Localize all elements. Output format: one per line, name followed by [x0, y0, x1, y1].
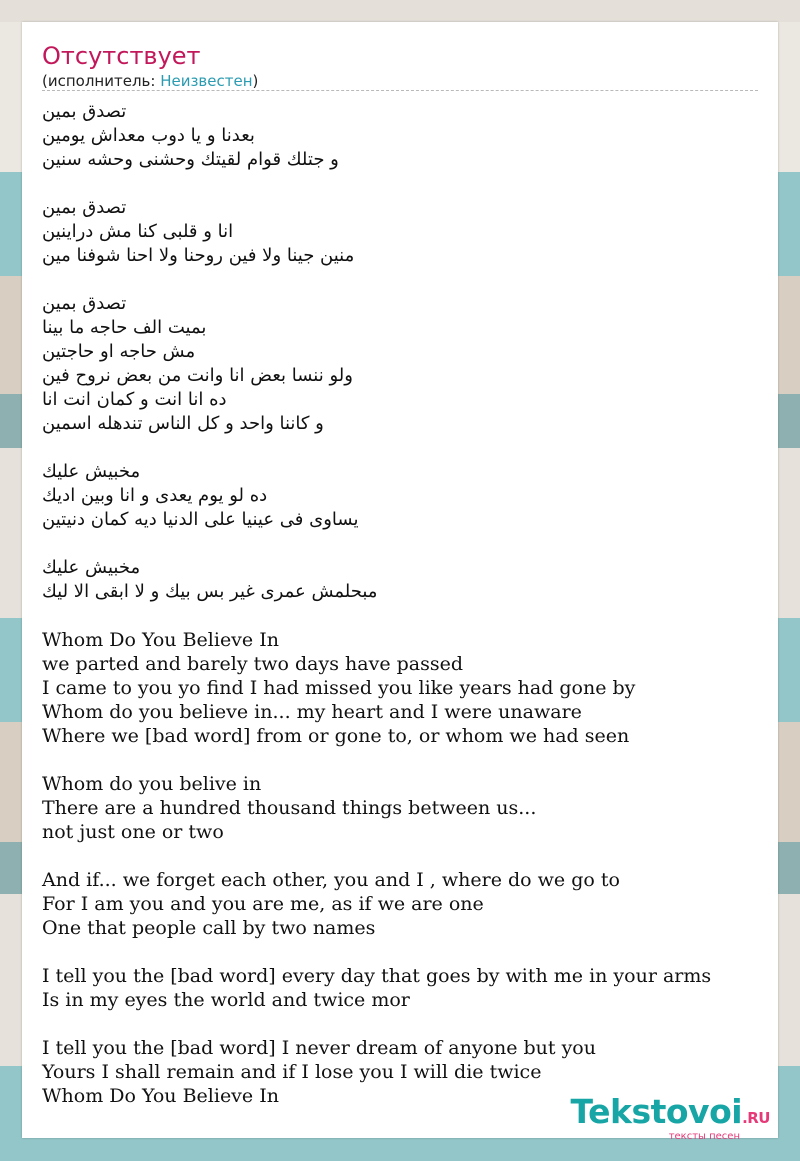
artist-link[interactable]: Неизвестен — [160, 72, 253, 90]
title-separator — [42, 90, 758, 91]
arabic-stanza — [42, 292, 762, 436]
lyric-line: I came to you yo find I had missed you like years had gone by — [42, 677, 636, 699]
lyric-line: not just one or two — [42, 821, 224, 843]
song-title: Отсутствует — [42, 42, 201, 70]
english-stanza — [42, 772, 762, 844]
lyric-line: One that people call by two names — [42, 917, 376, 939]
lyric-line: I tell you the [bad word] every day that goes by with me in your arms — [42, 965, 712, 987]
artist-prefix: (исполнитель: — [42, 72, 161, 90]
lyric-line: Whom do you believe in... my heart and I were unaware — [42, 701, 582, 723]
logo-domain: .RU — [742, 1109, 770, 1127]
lyric-line: مبحلمش عمرى غير بس بيك و لا ابقى الا ليك — [42, 581, 378, 602]
arabic-stanza — [42, 460, 762, 532]
english-stanza — [42, 964, 762, 1012]
lyric-line: مخبيش عليك — [42, 557, 141, 578]
lyric-line: تصدق بمين — [42, 197, 127, 218]
lyric-line: بميت الف حاجه ما بينا — [42, 317, 207, 338]
logo-tagline: тексты песен — [668, 1131, 740, 1142]
lyric-line: ده انا انت و كمان انت انا — [42, 389, 227, 410]
lyric-line: بعدنا و يا دوب معداش يومين — [42, 125, 255, 146]
tekstovoi-logo[interactable] — [571, 1094, 770, 1142]
lyric-line: Whom Do You Believe In — [42, 1085, 279, 1107]
logo-main-text: Tekstovoi — [570, 1092, 743, 1131]
english-stanza — [42, 628, 762, 748]
lyric-line: For I am you and you are me, as if we are one — [42, 893, 484, 915]
lyrics-card — [22, 22, 778, 1142]
arabic-stanza — [42, 196, 762, 268]
logo-wordmark — [571, 1094, 770, 1136]
lyric-line: انا و قلبى كنا مش دراينين — [42, 221, 234, 242]
lyric-line: تصدق بمين — [42, 293, 127, 314]
lyric-line: Is in my eyes the world and twice mor — [42, 989, 410, 1011]
lyric-line: مش حاجه او حاجتين — [42, 341, 196, 362]
lyric-line: Yours I shall remain and if I lose you I will die twice — [42, 1061, 542, 1083]
lyric-line: مخبيش عليك — [42, 461, 141, 482]
lyric-line: و جتلك قوام لقيتك وحشنى وحشه سنين — [42, 149, 339, 170]
lyric-line: و كاننا واحد و كل الناس تندهله اسمين — [42, 413, 324, 434]
lyric-line: we parted and barely two days have passed — [42, 653, 464, 675]
lyric-line: Whom Do You Believe In — [42, 629, 279, 651]
lyric-line: There are a hundred thousand things between us... — [42, 797, 537, 819]
lyric-line: تصدق بمين — [42, 101, 127, 122]
artist-suffix: ) — [252, 72, 259, 90]
arabic-stanza — [42, 100, 762, 172]
lyric-line: And if... we forget each other, you and I , where do we go to — [42, 869, 620, 891]
english-stanza — [42, 868, 762, 940]
lyrics-text — [42, 100, 762, 1108]
arabic-stanza — [42, 556, 762, 604]
lyric-line: Whom do you belive in — [42, 773, 262, 795]
lyric-line: منين جينا ولا فين روحنا ولا احنا شوفنا مين — [42, 245, 355, 266]
lyric-line: ده لو يوم يعدى و انا وبين اديك — [42, 485, 268, 506]
lyric-line: I tell you the [bad word] I never dream of anyone but you — [42, 1037, 596, 1059]
lyric-line: ولو ننسا بعض انا وانت من بعض نروح فين — [42, 365, 353, 386]
artist-line — [42, 71, 258, 91]
lyric-line: يساوى فى عينيا على الدنيا ديه كمان دنيتين — [42, 509, 359, 530]
lyric-line: Where we [bad word] from or gone to, or whom we had seen — [42, 725, 630, 747]
